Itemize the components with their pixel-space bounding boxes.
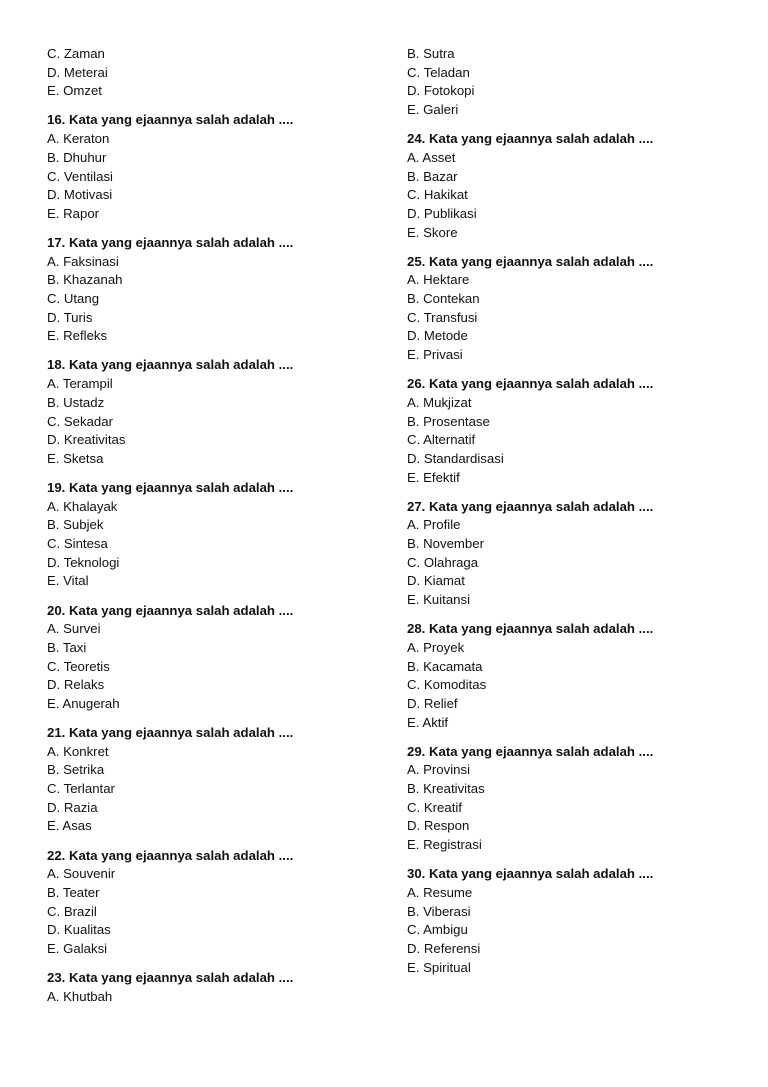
answer-option: D. Standardisasi (407, 450, 504, 466)
answer-option: E. Asas (47, 818, 92, 834)
answer-option: B. Teater (47, 884, 100, 900)
answer-option: A. Konkret (47, 743, 109, 759)
question-text: 26. Kata yang ejaannya salah adalah .... (407, 376, 654, 392)
answer-option: B. Contekan (407, 291, 480, 307)
question-text: 20. Kata yang ejaannya salah adalah .... (47, 602, 294, 618)
answer-option: D. Kualitas (47, 922, 111, 938)
answer-option: C. Olahraga (407, 554, 479, 570)
answer-option: B. Setrika (47, 762, 105, 778)
answer-option: C. Alternatif (407, 432, 476, 448)
answer-option: D. Referensi (407, 940, 481, 956)
answer-option: C. Komoditas (407, 677, 487, 693)
answer-option: D. Turis (47, 309, 93, 325)
answer-option: E. Rapor (47, 205, 100, 221)
question-text: 29. Kata yang ejaannya salah adalah .... (407, 743, 654, 759)
answer-option: D. Teknologi (47, 554, 120, 570)
answer-option: E. Anugerah (47, 695, 120, 711)
answer-option: D. Meterai (47, 64, 108, 80)
answer-option: D. Respon (407, 818, 470, 834)
answer-option: B. Prosentase (407, 413, 490, 429)
question-text: 19. Kata yang ejaannya salah adalah .... (47, 480, 294, 495)
answer-option: A. Survei (47, 621, 101, 637)
answer-option: C. Zaman (47, 46, 105, 61)
answer-option: B. November (407, 536, 484, 552)
answer-option: D. Razia (47, 799, 98, 815)
answer-option: A. Mukjizat (407, 394, 472, 410)
right-column (407, 45, 737, 977)
answer-option: E. Kuitansi (407, 592, 471, 608)
answer-option: D. Fotokopi (407, 83, 475, 99)
answer-option: C. Hakikat (407, 187, 468, 203)
answer-option: E. Skore (407, 224, 458, 240)
answer-option: E. Efektif (407, 469, 460, 485)
question-text: 25. Kata yang ejaannya salah adalah .... (407, 253, 654, 269)
answer-option: A. Faksinasi (47, 253, 119, 269)
answer-option: E. Sketsa (47, 450, 104, 466)
answer-option: B. Viberasi (407, 903, 471, 919)
answer-option: A. Keraton (47, 131, 110, 147)
answer-option: C. Sekadar (47, 413, 113, 429)
answer-option: E. Registrasi (407, 837, 482, 853)
question-text: 21. Kata yang ejaannya salah adalah .... (47, 725, 294, 741)
answer-option: E. Privasi (407, 347, 463, 363)
answer-option: C. Ambigu (407, 922, 468, 938)
answer-option: B. Subjek (47, 517, 104, 533)
answer-option: E. Aktif (407, 714, 449, 730)
answer-option: A. Provinsi (407, 762, 471, 778)
answer-option: E. Refleks (47, 328, 108, 344)
answer-option: D. Relaks (47, 677, 105, 693)
question-text: 27. Kata yang ejaannya salah adalah .... (407, 498, 654, 514)
answer-option: B. Kacamata (407, 658, 483, 674)
answer-option: C. Ventilasi (47, 168, 113, 184)
question-text: 28. Kata yang ejaannya salah adalah .... (407, 621, 654, 637)
answer-option: C. Brazil (47, 903, 97, 919)
question-text: 30. Kata yang ejaannya salah adalah .... (407, 866, 654, 882)
answer-option: D. Relief (407, 695, 458, 711)
answer-option: E. Spiritual (407, 959, 471, 975)
answer-option: D. Publikasi (407, 205, 477, 221)
left-column (47, 45, 377, 1006)
answer-option: C. Terlantar (47, 781, 115, 797)
answer-option: E. Galaksi (47, 940, 108, 956)
answer-option: D. Kreativitas (47, 432, 126, 448)
question-text: 24. Kata yang ejaannya salah adalah .... (407, 131, 654, 147)
answer-option: A. Profile (407, 517, 461, 533)
answer-option: C. Transfusi (407, 309, 478, 325)
answer-option: D. Motivasi (47, 187, 113, 203)
answer-option: A. Hektare (407, 272, 470, 288)
answer-option: C. Teladan (407, 64, 470, 80)
answer-option: C. Kreatif (407, 799, 462, 815)
answer-option: A. Asset (407, 149, 456, 165)
question-text: 23. Kata yang ejaannya salah adalah .... (47, 970, 294, 986)
answer-option: B. Sutra (407, 46, 455, 61)
answer-option: B. Ustadz (47, 394, 105, 410)
answer-option: D. Kiamat (407, 573, 465, 589)
answer-option: E. Vital (47, 573, 89, 589)
answer-option: C. Sintesa (47, 536, 108, 552)
answer-option: A. Khalayak (47, 498, 118, 514)
question-text: 16. Kata yang ejaannya salah adalah .... (47, 112, 294, 128)
question-text: 22. Kata yang ejaannya salah adalah .... (47, 847, 294, 863)
answer-option: A. Terampil (47, 376, 113, 392)
answer-option: A. Proyek (407, 639, 465, 655)
question-text: 17. Kata yang ejaannya salah adalah .... (47, 234, 294, 250)
answer-option: B. Taxi (47, 639, 87, 655)
answer-option: C. Utang (47, 291, 100, 307)
answer-option: B. Kreativitas (407, 781, 485, 797)
answer-option: A. Souvenir (47, 866, 116, 882)
answer-option: B. Bazar (407, 168, 458, 184)
question-text: 18. Kata yang ejaannya salah adalah .... (47, 357, 294, 373)
answer-option: A. Resume (407, 884, 473, 900)
answer-option: E. Omzet (47, 83, 102, 99)
answer-option: E. Galeri (407, 102, 459, 118)
answer-option: B. Dhuhur (47, 149, 107, 165)
answer-option: A. Khutbah (47, 988, 113, 1004)
answer-option: C. Teoretis (47, 658, 110, 674)
answer-option: D. Metode (407, 328, 468, 344)
answer-option: B. Khazanah (47, 272, 123, 288)
